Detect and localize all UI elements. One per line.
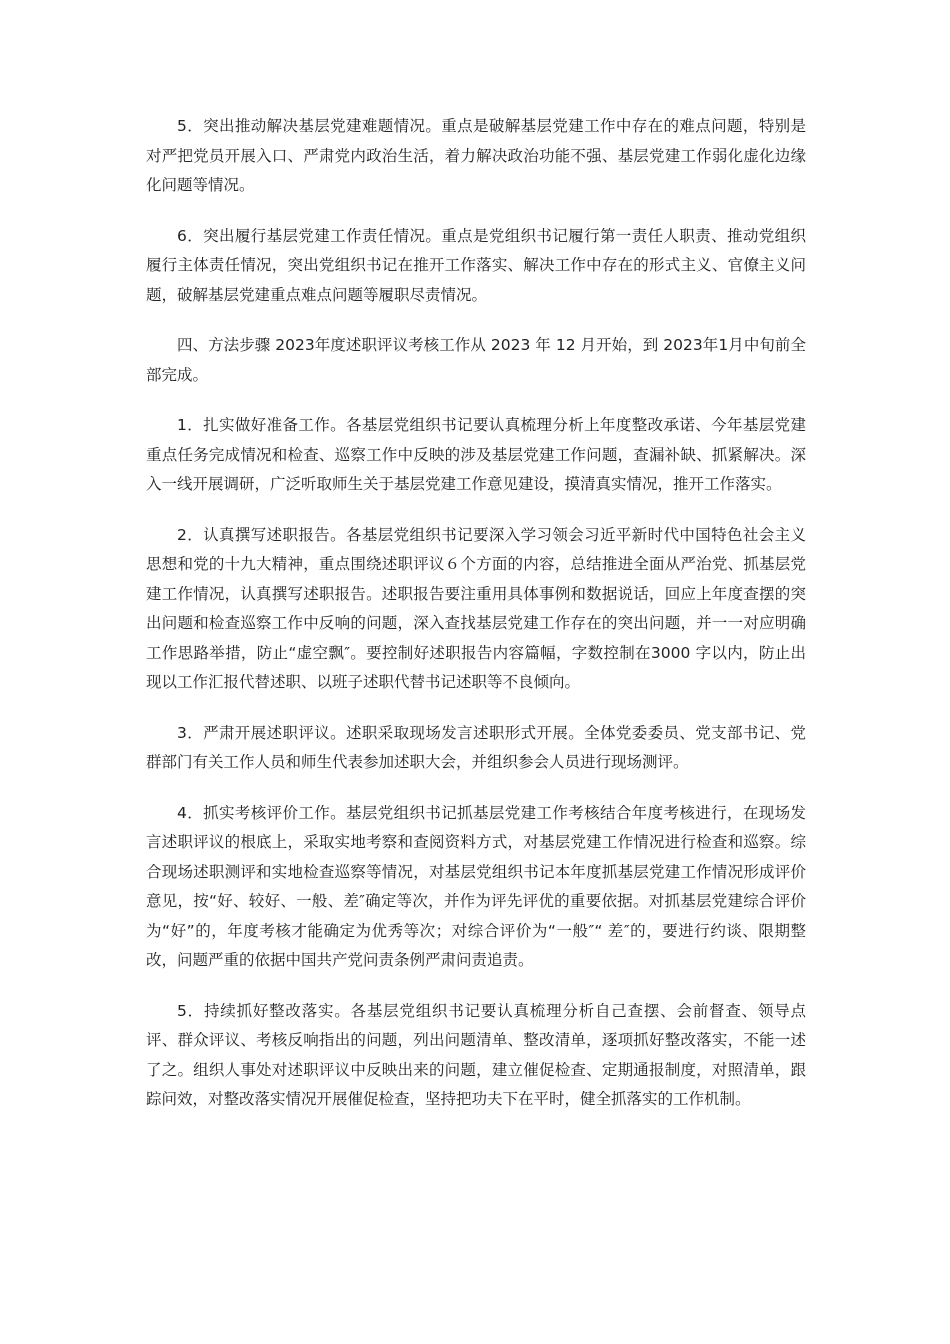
paragraph-step-5-rectification: 5．持续抓好整改落实。各基层党组织书记要认真梳理分析自己查摆、会前督查、领导点评、群众评议、考核反响指出的问题，列出问题清单、整改清单，逐项抓好整改落实，不能一述了之。组织人事处对述职评议中反映出来的问题，建立催促检查、定期通报制度，对照清单，跟踪问效，对整改落实情况开展催促检查，坚持把功夫下在平时，健全抓落实的工作机制。 [146, 1001, 806, 1108]
paragraph-step-4-assessment: 4．抓实考核评价工作。基层党组织书记抓基层党建工作考核结合年度考核进行，在现场发言述职评议的根底上，采取实地考察和查阅资料方式，对基层党建工作情况进行检查和巡察。综合现场述职测评和实地检查巡察等情况，对基层党组织书记本年度抓基层党建工作情况形成评价意见，按“好、较好、一般、差″确定等次，并作为评先评优的重要依据。对抓基层党建综合评价为“好”的，年度考核才能确定为优秀等次；对综合评价为“一般″“ 差″的，要进行约谈、限期整改，问题严重的依据中国共产党问责条例严肃问责追责。 [146, 803, 806, 969]
paragraph-step-1-preparation: 1．扎实做好准备工作。各基层党组织书记要认真梳理分析上年度整改承诺、今年基层党建重点任务完成情况和检查、巡察工作中反映的涉及基层党建工作问题，查漏补缺、抓紧解决。深入一线开展调研，广泛听取师生关于基层党建工作意见建设，摸清真实情况，推开工作落实。 [146, 416, 806, 493]
paragraph-section-5-difficult-issues: 5．突出推动解决基层党建难题情况。重点是破解基层党建工作中存在的难点问题，特别是对严把党员开展入口、严肃党内政治生活，着力解决政治功能不强、基层党建工作弱化虚化边缘化问题等情况。 [146, 117, 806, 194]
document-page [146, 112, 806, 1136]
paragraph-section-6-responsibility: 6．突出履行基层党建工作责任情况。重点是党组织书记履行第一责任人职责、推动党组织履行主体责任情况，突出党组织书记在推开工作落实、解决工作中存在的形式主义、官僚主义问题，破解基层党建重点难点问题等履职尽责情况。 [146, 226, 806, 304]
paragraph-step-3-evaluation-meeting: 3．严肃开展述职评议。述职采取现场发言述职形式开展。全体党委委员、党支部书记、党群部门有关工作人员和师生代表参加述职大会，并组织参会人员进行现场测评。 [146, 723, 806, 771]
paragraph-step-2-report-writing: 2．认真撰写述职报告。各基层党组织书记要深入学习领会习近平新时代中国特色社会主义思想和党的十九大精神，重点围绕述职评议６个方面的内容，总结推进全面从严治党、抓基层党建工作情况，认真撰写述职报告。述职报告要注重用具体事例和数据说话，回应上年度查摆的突出问题和检查巡察工作中反响的问题，深入查找基层党建工作存在的突出问题，并一一对应明确工作思路举措，防止“虚空飘″。要控制好述职报告内容篇幅，字数控制在3000 字以内，防止出现以工作汇报代替述职、以班子述职代替书记述职等不良倾向。 [146, 525, 806, 691]
paragraph-methods-and-steps: 四、方法步骤 2023年度述职评议考核工作从 2023 年 12 月开始，到 2023年1月中旬前全部完成。 [146, 336, 806, 384]
